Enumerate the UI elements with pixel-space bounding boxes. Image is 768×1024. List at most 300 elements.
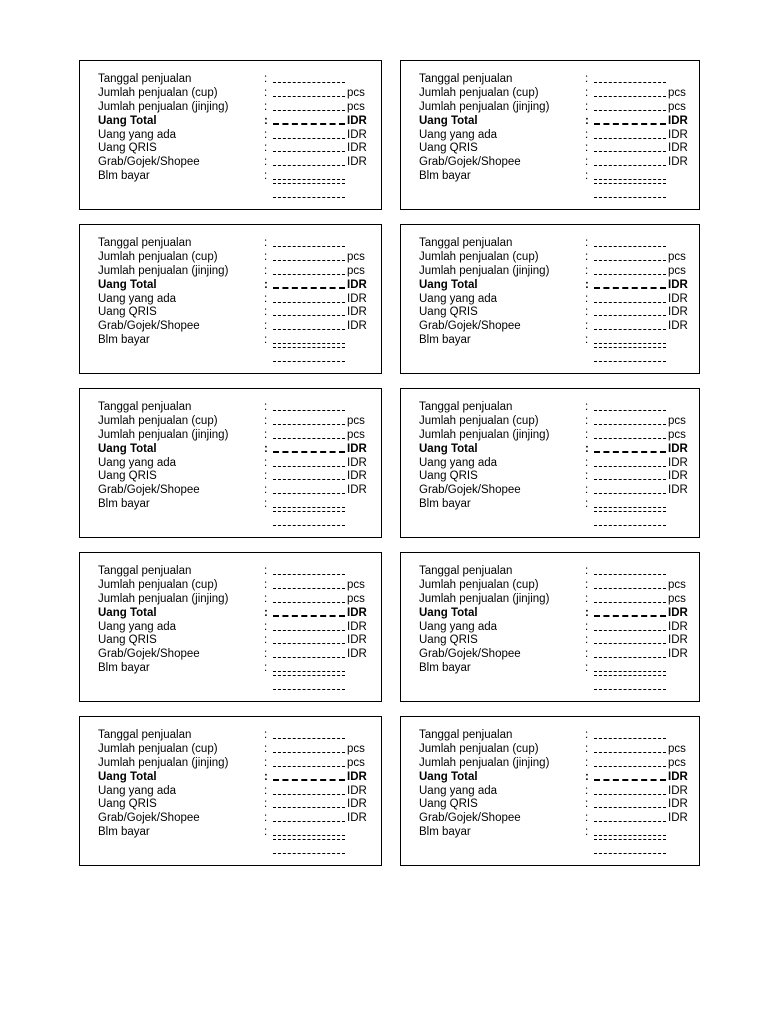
form-row: [98, 648, 378, 661]
blank-fill-line[interactable]: [273, 839, 345, 840]
blank-fill-line[interactable]: [273, 183, 345, 184]
field-label: Uang QRIS: [419, 142, 478, 154]
field-colon: :: [585, 156, 589, 168]
blank-fill-line[interactable]: [594, 424, 666, 425]
field-label: Uang Total: [419, 607, 478, 619]
field-colon: :: [585, 306, 589, 318]
field-label: Uang Total: [98, 115, 157, 127]
field-colon: :: [264, 115, 268, 127]
field-label: Jumlah penjualan (cup): [98, 415, 218, 427]
form-row: [419, 265, 699, 278]
field-unit: IDR: [668, 785, 688, 797]
field-colon: :: [264, 170, 268, 182]
blank-fill-line[interactable]: [273, 602, 345, 603]
field-unit: IDR: [668, 142, 688, 154]
field-colon: :: [264, 429, 268, 441]
blank-fill-line[interactable]: [594, 853, 666, 854]
form-row: [98, 579, 378, 592]
field-unit: IDR: [668, 293, 688, 305]
blank-fill-line[interactable]: [273, 615, 345, 617]
field-colon: :: [264, 87, 268, 99]
field-colon: :: [264, 826, 268, 838]
blank-fill-line[interactable]: [594, 671, 666, 672]
field-colon: :: [264, 484, 268, 496]
form-row: [419, 498, 699, 511]
field-label: Jumlah penjualan (jinjing): [98, 593, 229, 605]
field-label: Tanggal penjualan: [98, 237, 192, 249]
field-label: Jumlah penjualan (cup): [419, 579, 539, 591]
form-row: [419, 757, 699, 770]
field-label: Jumlah penjualan (cup): [419, 743, 539, 755]
blank-fill-line[interactable]: [273, 329, 345, 330]
field-label: Uang yang ada: [419, 457, 498, 469]
blank-fill-line[interactable]: [273, 821, 345, 822]
blank-fill-line[interactable]: [594, 630, 666, 631]
blank-fill-line[interactable]: [273, 794, 345, 795]
blank-fill-line[interactable]: [594, 82, 666, 83]
blank-fill-line[interactable]: [594, 752, 666, 753]
field-label: Uang yang ada: [98, 785, 177, 797]
field-colon: :: [585, 648, 589, 660]
blank-fill-line[interactable]: [594, 821, 666, 822]
blank-fill-line[interactable]: [273, 315, 345, 316]
blank-fill-line[interactable]: [273, 738, 345, 739]
field-colon: :: [264, 648, 268, 660]
field-label: Grab/Gojek/Shopee: [419, 156, 521, 168]
blank-fill-line[interactable]: [273, 507, 345, 508]
blank-fill-line[interactable]: [273, 165, 345, 166]
blank-fill-line[interactable]: [594, 689, 666, 690]
field-label: Jumlah penjualan (jinjing): [98, 265, 229, 277]
form-row: [419, 73, 699, 86]
blank-fill-line[interactable]: [594, 315, 666, 316]
field-unit: pcs: [668, 415, 686, 427]
blank-fill-line[interactable]: [273, 671, 345, 672]
field-colon: :: [585, 265, 589, 277]
form-row: [98, 115, 378, 128]
field-colon: :: [585, 484, 589, 496]
form-row: [98, 156, 378, 169]
field-label: Uang QRIS: [419, 306, 478, 318]
form-row: [419, 293, 699, 306]
field-label: Uang yang ada: [419, 621, 498, 633]
blank-fill-line[interactable]: [273, 82, 345, 83]
field-colon: :: [264, 293, 268, 305]
field-unit: IDR: [347, 484, 367, 496]
form-row: [419, 279, 699, 292]
blank-fill-line[interactable]: [273, 675, 345, 676]
blank-fill-line[interactable]: [594, 302, 666, 303]
form-row: [98, 470, 378, 483]
blank-fill-line[interactable]: [594, 347, 666, 348]
blank-fill-line[interactable]: [594, 260, 666, 261]
field-label: Jumlah penjualan (jinjing): [98, 101, 229, 113]
blank-fill-line[interactable]: [594, 493, 666, 494]
blank-fill-line[interactable]: [594, 675, 666, 676]
blank-fill-line[interactable]: [273, 689, 345, 690]
form-row: [98, 565, 378, 578]
field-unit: pcs: [668, 757, 686, 769]
form-row: [419, 156, 699, 169]
blank-fill-line[interactable]: [273, 493, 345, 494]
form-row: [419, 470, 699, 483]
blank-fill-line[interactable]: [594, 738, 666, 739]
field-label: Jumlah penjualan (jinjing): [98, 757, 229, 769]
blank-fill-line[interactable]: [273, 424, 345, 425]
blank-fill-line[interactable]: [594, 525, 666, 526]
field-label: Grab/Gojek/Shopee: [98, 320, 200, 332]
blank-fill-line[interactable]: [594, 451, 666, 453]
sales-report-card: [79, 716, 382, 866]
form-row: [419, 798, 699, 811]
field-label: Blm bayar: [419, 498, 471, 510]
form-row: [419, 320, 699, 333]
form-row: [419, 743, 699, 756]
sales-report-card: [400, 716, 700, 866]
field-colon: :: [264, 470, 268, 482]
blank-fill-line[interactable]: [273, 752, 345, 753]
blank-fill-line[interactable]: [273, 260, 345, 261]
field-label: Uang Total: [419, 771, 478, 783]
form-row: [419, 484, 699, 497]
field-unit: IDR: [347, 771, 367, 783]
form-row: [98, 237, 378, 250]
blank-fill-line[interactable]: [594, 643, 666, 644]
field-label: Jumlah penjualan (jinjing): [419, 265, 550, 277]
blank-fill-line[interactable]: [594, 779, 666, 781]
blank-fill-line[interactable]: [273, 525, 345, 526]
blank-fill-line[interactable]: [273, 766, 345, 767]
blank-fill-line[interactable]: [273, 343, 345, 344]
form-row: [419, 771, 699, 784]
blank-fill-line[interactable]: [273, 511, 345, 512]
blank-fill-line[interactable]: [273, 657, 345, 658]
field-colon: :: [264, 729, 268, 741]
field-label: Tanggal penjualan: [419, 401, 513, 413]
form-row: [419, 826, 699, 839]
field-colon: :: [585, 457, 589, 469]
field-label: Grab/Gojek/Shopee: [419, 320, 521, 332]
field-unit: pcs: [668, 251, 686, 263]
form-row: [419, 87, 699, 100]
receipt-card-grid: [79, 60, 700, 866]
field-label: Blm bayar: [98, 826, 150, 838]
field-unit: IDR: [668, 812, 688, 824]
field-unit: IDR: [347, 785, 367, 797]
blank-fill-line[interactable]: [594, 179, 666, 180]
form-row: [98, 621, 378, 634]
form-row: [98, 771, 378, 784]
form-row: [419, 457, 699, 470]
form-row: [419, 115, 699, 128]
form-row: [98, 729, 378, 742]
field-label: Jumlah penjualan (cup): [419, 251, 539, 263]
field-label: Uang yang ada: [98, 621, 177, 633]
blank-fill-line[interactable]: [273, 287, 345, 289]
blank-fill-line[interactable]: [594, 123, 666, 125]
field-unit: IDR: [347, 279, 367, 291]
blank-fill-line[interactable]: [273, 138, 345, 139]
blank-fill-line[interactable]: [273, 347, 345, 348]
field-label: Blm bayar: [419, 170, 471, 182]
field-unit: pcs: [668, 265, 686, 277]
field-colon: :: [585, 87, 589, 99]
blank-fill-line[interactable]: [273, 110, 345, 111]
form-row: [98, 826, 378, 839]
field-colon: :: [585, 812, 589, 824]
field-colon: :: [585, 320, 589, 332]
form-row: [419, 593, 699, 606]
blank-fill-line[interactable]: [594, 183, 666, 184]
blank-fill-line[interactable]: [273, 197, 345, 198]
blank-fill-line[interactable]: [273, 123, 345, 125]
blank-fill-line[interactable]: [273, 853, 345, 854]
field-unit: IDR: [347, 293, 367, 305]
field-unit: pcs: [668, 593, 686, 605]
form-row: [419, 443, 699, 456]
form-row: [98, 415, 378, 428]
sales-report-card: [79, 224, 382, 374]
blank-fill-line[interactable]: [594, 602, 666, 603]
blank-fill-line[interactable]: [594, 329, 666, 330]
blank-fill-line[interactable]: [594, 343, 666, 344]
form-row: [98, 662, 378, 675]
blank-fill-line[interactable]: [594, 507, 666, 508]
field-label: Uang QRIS: [98, 470, 157, 482]
field-label: Tanggal penjualan: [419, 73, 513, 85]
form-row: [419, 101, 699, 114]
field-colon: :: [264, 101, 268, 113]
field-unit: IDR: [668, 470, 688, 482]
field-unit: pcs: [347, 429, 365, 441]
field-colon: :: [585, 593, 589, 605]
blank-fill-line[interactable]: [594, 835, 666, 836]
form-row: [98, 634, 378, 647]
blank-fill-line[interactable]: [594, 110, 666, 111]
blank-fill-line[interactable]: [273, 630, 345, 631]
blank-fill-line[interactable]: [273, 246, 345, 247]
field-label: Tanggal penjualan: [98, 565, 192, 577]
form-row: [98, 785, 378, 798]
form-row: [419, 237, 699, 250]
blank-fill-line[interactable]: [273, 96, 345, 97]
blank-fill-line[interactable]: [594, 361, 666, 362]
field-label: Grab/Gojek/Shopee: [98, 648, 200, 660]
field-colon: :: [585, 743, 589, 755]
field-colon: :: [585, 757, 589, 769]
blank-fill-line[interactable]: [594, 466, 666, 467]
field-label: Jumlah penjualan (jinjing): [419, 429, 550, 441]
field-label: Uang QRIS: [419, 634, 478, 646]
field-label: Uang Total: [98, 279, 157, 291]
blank-fill-line[interactable]: [273, 807, 345, 808]
form-row: [98, 457, 378, 470]
form-row: [98, 279, 378, 292]
form-row: [419, 621, 699, 634]
field-unit: IDR: [347, 156, 367, 168]
blank-fill-line[interactable]: [594, 138, 666, 139]
form-row: [98, 812, 378, 825]
blank-fill-line[interactable]: [594, 151, 666, 152]
form-row: [98, 142, 378, 155]
field-colon: :: [585, 293, 589, 305]
sales-report-card: [400, 552, 700, 702]
field-colon: :: [585, 662, 589, 674]
blank-fill-line[interactable]: [594, 794, 666, 795]
blank-fill-line[interactable]: [594, 657, 666, 658]
field-unit: pcs: [347, 87, 365, 99]
field-colon: :: [264, 265, 268, 277]
field-unit: pcs: [347, 265, 365, 277]
form-row: [98, 87, 378, 100]
field-label: Grab/Gojek/Shopee: [98, 812, 200, 824]
form-row: [419, 306, 699, 319]
field-label: Tanggal penjualan: [98, 401, 192, 413]
blank-fill-line[interactable]: [594, 287, 666, 289]
field-colon: :: [264, 607, 268, 619]
blank-fill-line[interactable]: [273, 302, 345, 303]
field-label: Uang QRIS: [98, 306, 157, 318]
field-colon: :: [585, 142, 589, 154]
blank-fill-line[interactable]: [594, 197, 666, 198]
field-label: Grab/Gojek/Shopee: [98, 156, 200, 168]
blank-fill-line[interactable]: [273, 574, 345, 575]
form-row: [419, 401, 699, 414]
sales-report-card: [79, 552, 382, 702]
blank-fill-line[interactable]: [594, 165, 666, 166]
form-row: [98, 757, 378, 770]
field-colon: :: [264, 662, 268, 674]
field-label: Grab/Gojek/Shopee: [419, 812, 521, 824]
field-label: Blm bayar: [419, 826, 471, 838]
field-colon: :: [264, 251, 268, 263]
field-label: Tanggal penjualan: [419, 237, 513, 249]
form-row: [419, 607, 699, 620]
field-colon: :: [264, 73, 268, 85]
blank-fill-line[interactable]: [273, 643, 345, 644]
field-colon: :: [585, 101, 589, 113]
field-unit: IDR: [668, 320, 688, 332]
field-label: Uang Total: [98, 607, 157, 619]
form-row: [98, 607, 378, 620]
field-unit: pcs: [347, 101, 365, 113]
field-unit: IDR: [347, 457, 367, 469]
form-row: [419, 729, 699, 742]
field-colon: :: [264, 156, 268, 168]
field-colon: :: [264, 743, 268, 755]
field-colon: :: [585, 429, 589, 441]
field-unit: IDR: [347, 798, 367, 810]
field-label: Uang Total: [419, 443, 478, 455]
blank-fill-line[interactable]: [594, 511, 666, 512]
blank-fill-line[interactable]: [273, 588, 345, 589]
field-label: Blm bayar: [419, 334, 471, 346]
form-row: [98, 251, 378, 264]
field-label: Jumlah penjualan (jinjing): [419, 593, 550, 605]
field-colon: :: [585, 73, 589, 85]
blank-fill-line[interactable]: [594, 766, 666, 767]
blank-fill-line[interactable]: [273, 151, 345, 152]
field-colon: :: [264, 785, 268, 797]
blank-fill-line[interactable]: [594, 438, 666, 439]
field-unit: IDR: [347, 320, 367, 332]
field-unit: IDR: [347, 115, 367, 127]
field-colon: :: [585, 826, 589, 838]
form-row: [419, 634, 699, 647]
blank-fill-line[interactable]: [273, 779, 345, 781]
field-label: Tanggal penjualan: [98, 73, 192, 85]
field-unit: IDR: [347, 306, 367, 318]
form-row: [419, 415, 699, 428]
field-unit: pcs: [347, 593, 365, 605]
field-colon: :: [585, 443, 589, 455]
blank-fill-line[interactable]: [594, 588, 666, 589]
field-colon: :: [585, 279, 589, 291]
blank-fill-line[interactable]: [273, 479, 345, 480]
field-colon: :: [585, 579, 589, 591]
form-row: [98, 401, 378, 414]
field-label: Uang Total: [419, 115, 478, 127]
form-row: [419, 785, 699, 798]
blank-fill-line[interactable]: [594, 96, 666, 97]
blank-fill-line[interactable]: [594, 839, 666, 840]
field-colon: :: [585, 115, 589, 127]
field-colon: :: [264, 457, 268, 469]
field-label: Uang Total: [98, 443, 157, 455]
form-row: [98, 443, 378, 456]
blank-fill-line[interactable]: [594, 479, 666, 480]
blank-fill-line[interactable]: [273, 274, 345, 275]
field-label: Blm bayar: [419, 662, 471, 674]
field-colon: :: [264, 237, 268, 249]
blank-fill-line[interactable]: [273, 451, 345, 453]
blank-fill-line[interactable]: [594, 574, 666, 575]
field-label: Uang yang ada: [419, 129, 498, 141]
form-row: [98, 73, 378, 86]
blank-fill-line[interactable]: [273, 361, 345, 362]
blank-fill-line[interactable]: [594, 807, 666, 808]
blank-fill-line[interactable]: [273, 179, 345, 180]
blank-fill-line[interactable]: [273, 466, 345, 467]
form-row: [419, 812, 699, 825]
field-colon: :: [585, 415, 589, 427]
form-row: [98, 293, 378, 306]
field-label: Jumlah penjualan (jinjing): [419, 101, 550, 113]
form-row: [98, 743, 378, 756]
blank-fill-line[interactable]: [594, 274, 666, 275]
blank-fill-line[interactable]: [594, 410, 666, 411]
field-label: Tanggal penjualan: [419, 565, 513, 577]
field-colon: :: [585, 729, 589, 741]
blank-fill-line[interactable]: [273, 438, 345, 439]
blank-fill-line[interactable]: [594, 615, 666, 617]
field-unit: IDR: [347, 607, 367, 619]
form-row: [419, 429, 699, 442]
blank-fill-line[interactable]: [273, 835, 345, 836]
blank-fill-line[interactable]: [594, 246, 666, 247]
field-colon: :: [264, 401, 268, 413]
field-unit: IDR: [668, 771, 688, 783]
field-colon: :: [585, 470, 589, 482]
field-colon: :: [585, 170, 589, 182]
form-row: [419, 142, 699, 155]
blank-fill-line[interactable]: [273, 410, 345, 411]
field-unit: IDR: [668, 607, 688, 619]
field-label: Uang yang ada: [98, 293, 177, 305]
field-label: Blm bayar: [98, 498, 150, 510]
field-colon: :: [585, 798, 589, 810]
form-row: [419, 662, 699, 675]
